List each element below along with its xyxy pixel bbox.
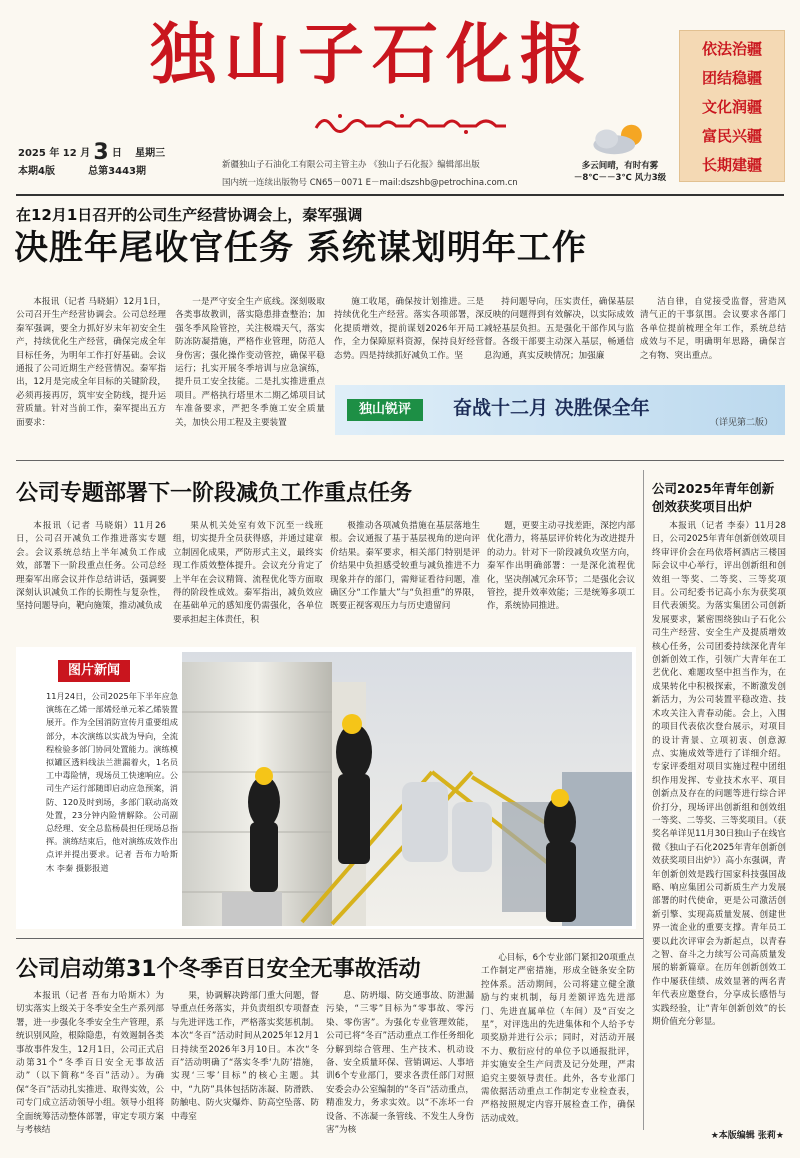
story3-column-1: 本报讯（记者 吾布力哈斯木）为切实落实上级关于冬季安全生产系列部署，进一步强化冬季安全生产管理，系统识别风险，根除隐患，有效遏制各类事故事件发生，12月1日，公司正式启动第31个“冬季百日安全无事故活动”（以下简称“冬百”活动）。为确保“冬百”活动扎实推进、取得实效，公司专门成立活动领导小组。领导小组将全面统筹活动整体部署，审定专项方案与考核结 [16,991,164,1136]
story2-column-3: 极推动各项减负措施在基层落地生根。会议通报了基于基层视角的逆向评价结果。秦军要求，相关部门特别是评价结果中负担感受较重与减负推进不力现象并存的部门，需辩证看待问题，准确区分“工作量大”与“负担重”的界限，既要正视客观压力与历史遗留问 [330,521,480,612]
story2-column-1: 本报讯（记者 马晓娟）11月26日，公司召开减负工作推进落实专题会。会议系统总结上半年减负工作成效，部署下一阶段重点任务。公司总经理秦军出席会议并作总结讲话，强调要深刻认识减负工作的长期性与复杂性，坚持问题导向，靶向施策，推动减负成 [16,521,166,612]
sponsor-line-2: 国内统一连续出版物号 CN65－0071 E－mail:dszshb@petrochina.com.cn [222,178,518,188]
section-divider-1 [16,460,784,461]
commentary-tag: 独山锐评 [347,399,423,421]
commentary-banner[interactable] [335,385,785,435]
masthead-title: 独山子石化报 [150,15,594,93]
story2-headline: 公司专题部署下一阶段减负工作重点任务 [16,481,413,506]
issue-date-suffix: 日 [111,148,122,159]
lead-column-4: 持问题导向，压实责任，确保基层反映的问题得到有效解决，以实际成效减轻基层负担。五是强化干部作风与监督。各级干部要主动深入基层，畅通信息沟通，真实反映情况；加强廉 [484,297,634,361]
lead-column-2: 一是严守安全生产底线。深刻吸取各类事故教训，落实隐患排查整治；加强冬季风险管控，关注极端天气，落实防冻防凝措施，严格作业管理，防范人身伤害；强化操作变动管控，确保平稳运行；扎实开展冬季培训与应急演练，提升员工安全技能。二是扎实推进重点项目。严格执行塔里木二期乙烯项目试车准备要求，严把冬季施工安全质量关，加快公用工程及主要装置 [175,297,325,428]
story3-column-3: 息、防坍塌、防交通事故、防泄漏污染，“三零”目标为“零事故、零污染、零伤害”。为强化专业管理效能，公司已将“冬百”活动重点工作任务细化分解到综合管理、生产技术、机动设备、安全质量环保、营销调运、人事培训6个专业部门，要求各责任部门对照安委会办公室编制的“冬百”活动重点，精准发力，务求实效。以“不冻坏一台设备、不冻凝一条管线、不发生人身伤害”为核 [326,991,474,1136]
sponsor-line-1: 新疆独山子石油化工有限公司主管主办 《独山子石化报》编辑部出版 [222,160,480,170]
lead-headline: 决胜年尾收官任务 系统谋划明年工作 [14,228,587,268]
issue-total: 总第3443期 [88,166,146,177]
weather-line-1: 多云间晴，有时有雾 [581,161,659,171]
story3-column-2: 果，协调解决跨部门重大问题，督导重点任务落实，并负责组织专项督查与先进评选工作，严格落实奖惩机制。本次“冬百”活动时间从2025年12月1日持续至2026年3月10日。本次“冬百”活动明确了“落实冬季‘九防’措施，实现‘三零’目标”的核心主题。其中，“九防”具体包括防冻凝、防滑跌、防触电、防火灾爆炸、防高空坠落、防中毒室 [171,991,319,1122]
slogan-4: 富民兴疆 [701,127,762,145]
slogan-box [679,30,785,182]
photo-news-caption: 11月24日，公司2025年下半年应急演练在乙烯一部烯烃单元苯乙烯装置展开。作为全国消防宣传月重要组成部分，本次演练以实战为导向，全流程检验多部门协同处置能力。演练模拟罐区透料线法兰泄漏着火，1名员工中毒险情，现场员工快速响应。公司生产运行部随即启动应急预案，消防、120及时到场，多部门联动高效处置，23分钟内险情解除。公司副总经理、安全总监杨晨担任现场总指挥。演练结束后，他对演练成效作出点评并提出要求。记者 吾布力哈斯木 李秦 摄影报道 [46,691,178,873]
issue-weekday: 星期三 [135,148,166,159]
commentary-see-page: （详见第二版） [709,418,773,428]
issue-edition: 本期4版 [18,166,55,177]
lead-kicker: 在12月1日召开的公司生产经营协调会上，秦军强调 [16,206,363,224]
emergency-drill-photo [182,652,632,926]
weather-cloud-sun-icon [570,120,670,158]
story2-column-2: 果从机关处室有效下沉至一线班组，切实提升全员获得感，并通过建章立制固化成果，严防形式主义，最终实现工作质效整体提升。会议充分肯定了上半年在会议精简、流程优化等方面取得的阶段性成效。秦军指出，减负效应在基础单元的感知度仍需强化，各单位要承担起主体责任，积 [173,521,323,625]
sidebar-divider [643,470,644,1130]
slogan-1: 依法治疆 [701,40,762,58]
issue-day: 3 [93,140,109,165]
sponsor-info [222,158,582,190]
lead-column-3: 施工收尾，确保按计划推进。三是持续优化生产经营。落实各项部署，深化提质增效，提前谋划2026年开局工作，全力保障原料资源，保持良好经营态势。四是持续抓好减负工作。坚 [334,297,484,361]
photo-news-label: 图片新闻 [58,660,130,682]
commentary-title: 奋战十二月 决胜保全年 [453,397,650,419]
story2-column-4: 题，更要主动寻找差距，深挖内部优化潜力，将基层评价转化为改进提升的动力。针对下一阶段减负攻坚方向，秦军作出明确部署：一是深化流程优化，坚决削减冗余环节；二是强化会议管控，提升效率效能；三是统筹多项工作，系统协同推进。 [487,521,635,612]
uyghur-script-logo [310,110,510,136]
lead-column-5: 洁自律，自觉接受监督，营造风清气正的干事氛围。会议要求各部门各单位提前梳理全年工作，系统总结成效与不足，明确明年思路，确保言之有物、突出重点。 [640,297,786,361]
slogan-3: 文化润疆 [701,98,762,116]
page-editor-credit: ★本版编辑 张莉★ [710,1131,784,1141]
weather-text [565,160,675,184]
masthead-divider [16,194,784,196]
issue-date-prefix: 2025 年 12 月 [18,148,91,159]
slogan-2: 团结稳疆 [701,69,762,87]
slogan-5: 长期建疆 [701,156,762,174]
story3-column-4: 心目标，6个专业部门紧扣20项重点工作制定严密措施，形成全链条安全防控体系。活动期间，公司将建立健全激励与约束机制，每月差额评选先进部门、先进直属单位（车间）及“百安之星”，对评选出的先进集体和个人给予专项奖励并进行公示；同时，对活动开展不力、敷衍应付的单位予以通报批评，并实施安全生产问责及记分处理，严肃追究主要领导责任。此外，各专业部门需依据活动重点工作制定专业检查表，严格按照规定内容开展检查工作，确保活动成效。 [481,953,635,1124]
section-divider-2 [16,938,643,939]
weather-line-2: －8℃－－3℃ 风力3级 [573,173,667,183]
sidebar-title: 公司2025年青年创新创效获奖项目出炉 [652,481,775,514]
lead-column-1: 本报讯（记者 马晓娟）12月1日，公司召开生产经营协调会。公司总经理秦军强调，要全力抓好岁末年初安全生产，持续优化生产经营，确保完成全年目标任务，为明年工作打好基础。会议通报了公司近期生产经营情况。秦军指出，12月是完成全年目标的关键阶段，必须再接再厉，筑牢安全防线，提升运营质量。针对当前工作，秦军提出五方面要求： [16,297,166,428]
story3-headline: 公司启动第31个冬季百日安全无事故活动 [16,957,421,982]
issue-info [18,140,198,179]
sidebar-body: 本报讯（记者 李泰）11月28日，公司2025年青年创新创效项目终审评价会在玛依塔柯酒店三楼国际会议中心举行，评出创新组和创效组一等奖、二等奖、三等奖项目。公司纪委书记高小东为获奖项目代表颁奖。为落实集团公司创新发展要求，紧密围绕独山子石化公司生产经营、安全生产及提质增效核心任务，公司团委持续深化青年创新创效工作，引领广大青年在工艺优化、难题攻坚中担当作为，在成果转化中积极探索，不断激发创新活力，为公司装置平稳改造、技术攻关注入青春动能。会上，入围的项目代表依次登台展示，对项目的设计背景、立项初衷、创意源点、实施成效等进行了详细介绍。专家评委组对项目实施过程中团组织作用发挥、专业技术水平、项目创新点及存在的问题等进行综合评价打分，现场评出创新组和创效组一等奖、二等奖、三等奖项目。（获奖名单详见11月30日独山子在线官微《独山子石化2025年青年创新创效获奖项目出炉》）高小东强调，青年创新创效是践行国家科技强国战略、响应集团公司新质生产力发展部署的时代使命，更是公司激活创新引擎、实现高质量发展、创建世界一流企业的重要支撑。青年员工要以此次评审会为新起点，以青春之智、奋斗之力续写公司高质量发展的崭新篇章。在历年创新创效工作中屡获佳绩、成效显著的两名青年代表应邀登台，分享成长感悟与实践经验，让“青年创新创效”的长期价值充分彰显。 [652,521,786,1028]
